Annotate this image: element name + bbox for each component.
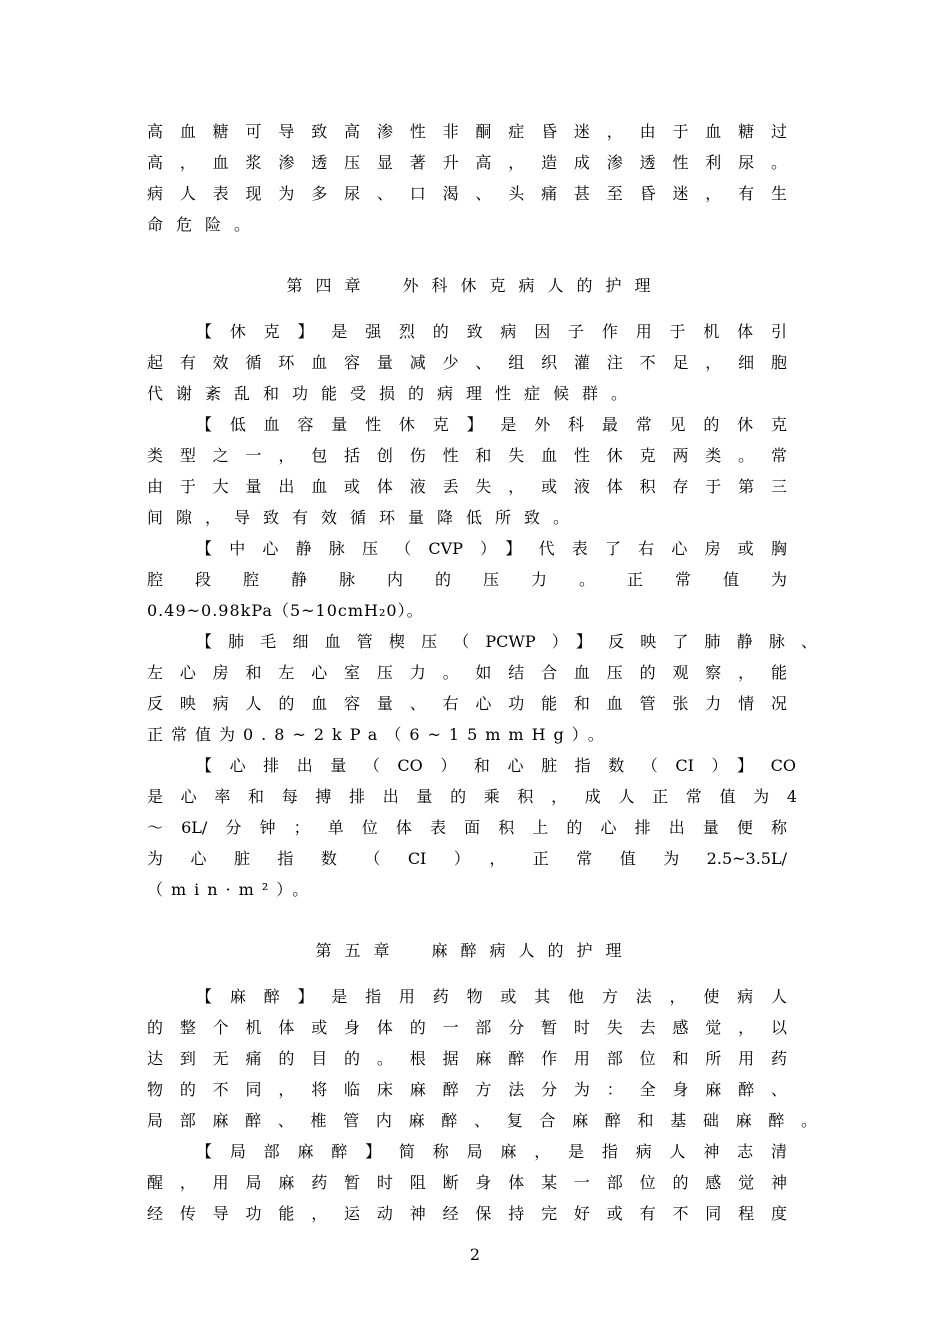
text-line: 命危险。 [147, 215, 264, 234]
text-line: 0.49~0.98kPa（5~10cmH₂0）。 [147, 601, 424, 620]
text-line: 病人表现为多尿、口渴、头痛甚至昏迷，有生 [147, 184, 787, 203]
text-line: 反映病人的血容量、右心功能和血管张力情况 [147, 694, 787, 713]
text-line: 醒，用局麻药暂时阻断身体某一部位的感觉神 [147, 1173, 787, 1192]
text-line: 经传导功能，运动神经保持完好或有不同程度 [147, 1204, 787, 1223]
text-line: 【休克】是强烈的致病因子作用于机体引 [196, 322, 787, 341]
text-line: 【中心静脉压（CVP）】代表了右心房或胸 [196, 539, 787, 558]
text-line: 腔段腔静脉内的压力。正常值为 [147, 570, 787, 589]
text-line: 【麻醉】是指用药物或其他方法，使病人 [196, 987, 787, 1006]
text-line: 为心脏指数（CI），正常值为2.5~3.5L/ [147, 849, 787, 868]
text-line: 的整个机体或身体的一部分暂时失去感觉，以 [147, 1018, 787, 1037]
text-line: 【肺毛细血管楔压（PCWP）】反映了肺静脉、 [196, 632, 817, 651]
text-line: 代谢紊乱和功能受损的病理性症候群。 [147, 384, 641, 403]
text-line: 间隙，导致有效循环量降低所致。 [147, 508, 583, 527]
text-line: 【心排出量（CO）和心脏指数（CI）】CO [196, 756, 796, 775]
text-line: 左心房和左心室压力。如结合血压的观察，能 [147, 663, 787, 682]
chapter-4-heading: 第四章 外科休克病人的护理 [286, 276, 664, 295]
text-line: 类型之一，包括创伤性和失血性休克两类。常 [147, 446, 787, 465]
chapter-5-heading: 第五章 麻醉病人的护理 [315, 941, 635, 960]
text-line: 【低血容量性休克】是外科最常见的休克 [196, 415, 787, 434]
text-line: 达到无痛的目的。根据麻醉作用部位和所用药 [147, 1049, 787, 1068]
text-line: 由于大量出血或体液丢失，或液体积存于第三 [147, 477, 787, 496]
text-line: 【局部麻醉】简称局麻，是指病人神志清 [196, 1142, 787, 1161]
text-line: （min·m²）。 [147, 880, 317, 899]
text-line: 起有效循环血容量减少、组织灌注不足，细胞 [147, 353, 787, 372]
text-line: 高，血浆渗透压显著升高，造成渗透性利尿。 [147, 153, 787, 172]
text-line: ～6L/分钟；单位体表面积上的心排出量便称 [147, 818, 787, 837]
text-line: 物的不同，将临床麻醉方法分为：全身麻醉、 [147, 1080, 787, 1099]
text-line: 局部麻醉、椎管内麻醉、复合麻醉和基础麻醉。 [147, 1111, 817, 1130]
text-line: 高血糖可导致高渗性非酮症昏迷，由于血糖过 [147, 122, 787, 141]
page-number: 2 [469, 1245, 481, 1264]
text-line: 是心率和每搏排出量的乘积，成人正常值为4 [147, 787, 797, 806]
text-line: 正常值为0.8~2kPa（6~15mmHg）。 [147, 725, 612, 744]
